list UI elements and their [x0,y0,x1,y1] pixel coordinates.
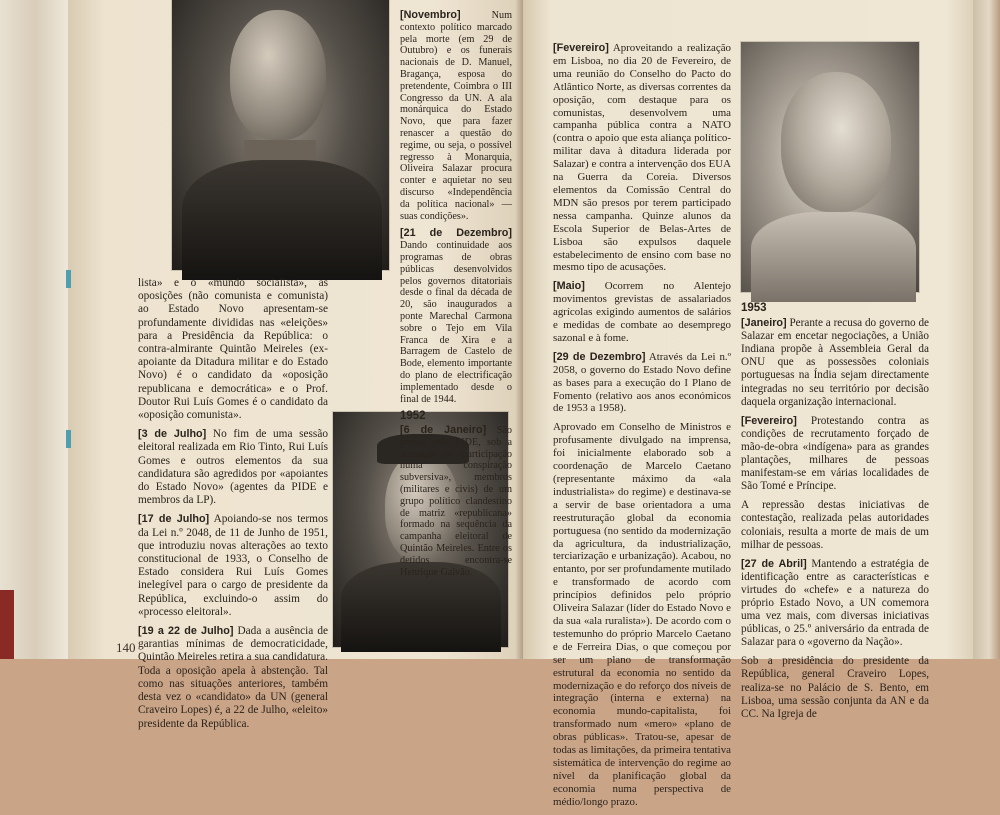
bookmark-tab [66,270,71,288]
right-page-column-b [741,298,929,727]
entry [741,499,929,551]
bookmark-tab [66,430,71,448]
book-page-stack [0,0,70,659]
entry [400,425,512,578]
entry-text: Protestando contra as condições de recrutamento forçado de mão-de-obra «indígena» para as grandes plantações, milhares de pessoas manifestam-se em várias localidades de São Tomé e Príncipe. [741,414,929,493]
entry-date: [17 de Julho] [138,513,210,526]
entry-text: Apoiando-se nos termos da Lei n.º 2048, de 11 de Junho de 1951, que introduziu novas alterações ao texto constitucional de 1933, o Conselho de Estado considera Rui Luís Gomes inelegível para o cargo de presidente da República, excluindo-o assim do «processo eleitoral». [138,513,328,618]
entry-date: [21 de Dezembro] [400,227,512,240]
entry-text: Mantendo a estratégia de identificação entre as características e virtudes do «chefe» e a natureza do próprio Estado Novo, a UN comemora uma vez mais, com diversas iniciativas públicas, o 25.º aniversário da entrada de Salazar para o «governo da Nação». [741,557,929,649]
entry [138,428,328,507]
entry-text: Dando continuidade aos programas de obras públicas desenvolvidos pelos governos ditatoriais desde o final da década de 20, são inaugurados a ponte Marechal Carmona sobre o Tejo em Vila Franca de Xira e a Barragem de Castelo de Bode, elemento importante do plano de electrificação implementado desde o final de 1944. [400,240,512,405]
entry-date: [19 a 22 de Julho] [138,625,234,638]
entry [741,415,929,494]
entry-date: [Maio] [553,280,585,293]
book-cover-edge [0,590,14,659]
entry-text: A repressão destas iniciativas de contestação, realizada pelas autoridades coloniais, resulta a morte de mais de um milhar de pessoas. [741,499,929,551]
right-page [523,0,973,808]
entry-text: Através da Lei n.º 2058, o governo do Estado Novo define as bases para a execução do I Plano de Fomento (relativo aos anos económicos de 1953 a 1958). [553,350,731,415]
entry [553,280,731,345]
entry-date: [Fevereiro] [741,414,797,427]
entry [553,421,731,808]
entry-date: [Novembro] [400,9,461,21]
entry-text: Perante a recusa do governo de Salazar em encetar negociações, a União Indiana propõe à Assembleia Geral da ONU que as possessões coloniais portuguesas na Índia sejam directamente integradas no seu território por decisão daquela organização internacional. [741,317,930,408]
entry [553,351,731,416]
book-page-stack-right [973,0,1000,659]
left-page-column-a [138,277,328,737]
entry [400,10,512,222]
entry [138,625,328,731]
entry-text: Ocorrem no Alentejo movimentos grevistas de assalariados agrícolas exigindo aumentos de salários e medidas de combate ao desemprego sazonal e à fome. [553,280,731,344]
year-heading: 1952 [400,410,426,423]
entry-text: Aprovado em Conselho de Ministros e profusamente divulgado na imprensa, foi inicialmente elaborado sob a coordenação de Marcelo Caetano (representante máximo da «ala industrialista» do regime) e destinava-se a servir de base orientadora a uma reestruturação global da economia portuguesa (no sentido da modernização da agricultura, da industrialização, terciarização e urbanização). Acabou, no entanto, por ser profundamente mutilado e transformado de acordo com princípios definidos pelo próprio Oliveira Salazar (líder do Estado Novo e da sua «ala ruralista»). De acordo com o testemunho do próprio Marcelo Caetano e de Ferreira Dias, o que começou por ser um plano de transformação estrutural da economia no sentido da modernização e do reforço dos níveis de integração (interna e externa) na economia mundo-capitalista, foi transformado num «mero» «plano de obras públicas». Tratou-se, apesar de todas as limitações, da primeira tentativa sistemática de intervenção do regime ao nível da planificação global da economia numa perspectiva de médio/longo prazo. [553,421,731,808]
entry-text: São presos pela PIDE, sob a acusação de «participação numa conspiração subversiva», membros (militares e civis) de um grupo político clandestino de matriz «republicana» formado na sequência da campanha eleitoral de Quintão Meireles. Entre os detidos encontra-se Henrique Galvão. [400,425,513,578]
year-heading: 1953 [741,302,767,314]
entry [138,277,328,422]
right-page-column-a [553,42,731,815]
left-page [68,0,523,730]
entry [553,42,731,274]
page-number: 140 [116,640,136,655]
entry-date: [Janeiro] [741,317,787,330]
entry [741,558,929,650]
portrait-photo-elderly-man [741,42,919,292]
portrait-photo-uniformed-man [172,0,389,270]
entry-date: [29 de Dezembro] [553,350,646,363]
entry-text: Aproveitando a realização em Lisboa, no dia 20 de Fevereiro, de uma reunião do Conselho do Pacto do Atlântico Norte, as diversas correntes da oposição, com destaque para os comunistas, desenvolvem uma campanha pública contra a NATO (contra o apoio que esta aliança político-militar dava à ditadura liderada por Salazar) e contra a intervenção dos EUA na Guerra da Coreia. Diversos elementos da Comissão Central do MDN são presos por terem participado nessa campanha. Quinze alunos da Escola Superior de Belas-Artes de Lisboa são expulsos daquele estabelecimento de ensino com base no mesmo tipo de acusações. [553,42,731,274]
entry-date: [3 de Julho] [138,428,207,441]
entry-date: [27 de Abril] [741,557,807,570]
entry-date: [Fevereiro] [553,42,609,54]
entry-date: [6 de Janeiro] [400,424,487,437]
entry [138,513,328,619]
entry [741,317,929,409]
left-page-column-b [400,10,512,584]
entry-text: Num contexto político marcado pela morte (em 29 de Outubro) e os funerais nacionais de D. Manuel, Bragança, esposa do pretendente, Coimbra o III Congresso da UN. A ala monárquica do Estado Novo, que para fazer renascer a questão do regime, ou seja, o possível regresso à Monarquia, Oliveira Salazar procura conter e aquietar no seu discurso «Independência da política nacional» — suas condições». [400,10,512,222]
entry [741,655,929,720]
entry-text: No fim de uma sessão eleitoral realizada em Rio Tinto, Rui Luís Gomes e outros elementos da sua candidatura são agredidos por «apoiantes do Estado Novo» (agentes da PIDE e membros da LP). [138,428,328,507]
entry [400,228,512,405]
entry-text: Sob a presidência do presidente da República, general Craveiro Lopes, realiza-se no Palácio de S. Bento, em Lisboa, uma sessão conjunta da AN e da CC. Na Igreja de [741,655,929,720]
entry-text: Dada a ausência de garantias mínimas de democraticidade, Quintão Meireles retira a sua candidatura. Toda a oposição apela à abstenção. Tal como nas situações anteriores, também desta vez o «candidato» da UN (general Craveiro Lopes) é, a 22 de Julho, «eleito» presidente da República. [138,625,329,730]
entry-text: lista» e o «mundo socialista», as oposições (não comunista e comunista) ao Estado Novo apresentam-se profundamente divididas nas «eleições» para a Presidência da República: o contra-almirante Quintão Meireles (ex-apoiante da Ditadura militar e do Estado Novo) é o candidato da «oposição republicana e democrática» e o Prof. Doutor Rui Luís Gomes é o candidato da «oposição comunista». [138,277,328,422]
